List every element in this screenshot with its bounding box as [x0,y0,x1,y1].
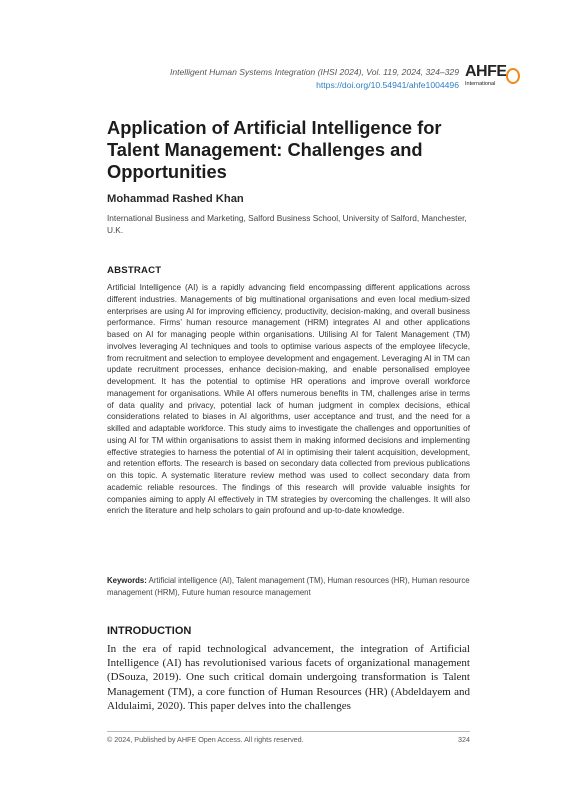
keywords-label: Keywords: [107,576,147,585]
author-affiliation: International Business and Marketing, Salford Business School, University of Salford, Manchester, U.K. [107,213,467,235]
logo-subtext: International [465,81,496,87]
abstract-text: Artificial Intelligence (AI) is a rapidly advancing field encompassing different applications across different industries. Managements of big multinational organisations and even local medium-sized enterprises are using AI for improving efficiency, productivity, decision-making, and overall business performance. Firms’ human resource management (HRM) integrates AI and other applications based on AI for managing people within organisations. Utilising AI for Talent Management (TM) involves leveraging AI techniques and tools to optimise various aspects of the employee lifecycle, from recruitment and selection to employee development and engagement. Leveraging AI in TM can update recruitment processes, enhance decision-making, and enable personalised employee development. It has the potential to optimise HR operations and improve overall workforce management for organisations. While AI offers numerous benefits in TM, challenges arise in terms of data quality and privacy, potential lack of human judgment in complex decisions, ethical considerations related to biases in AI algorithms, user acceptance and trust, and the need for a skilled and adaptable workforce. This study aims to investigate the challenges and opportunities of using AI for TM within organisations to assist them in making informed decisions and implementing effective strategies to harness the potential of AI in optimising their talent acquisition, development, and retention efforts. The research is based on secondary data collected from previous publications on this topic. A systematic literature review method was used to collect secondary data from academic reliable resources. The findings of this research will provide valuable insights for companies aiming to apply AI effectively in TM strategies by overcoming the challenges. It will also enrich the literature and help scholars to gain profound and up-to-date knowledge. [107,283,470,516]
copyright-notice: © 2024, Published by AHFE Open Access. All rights reserved. [107,735,304,744]
abstract-heading: ABSTRACT [107,265,162,276]
introduction-text: In the era of rapid technological advancement, the integration of Artificial Intelligence (AI) has revolutionised various facets of organizational management (DSouza, 2019). One such critical domain undergoing transformation is Talent Management (TM), a core function of Human Resources (HR) (Abdeldayem and Aldulaimi, 2020). This paper delves into the challenges [107,643,470,712]
keywords-text: Artificial intelligence (AI), Talent management (TM), Human resources (HR), Human resource management (HRM), Future human resource management [107,576,470,597]
author-name: Mohammad Rashed Khan [107,193,244,205]
ahfe-logo [465,63,535,93]
article-title: Application of Artificial Intelligence for Talent Management: Challenges and Opportunities [107,117,442,182]
footer-divider [107,731,470,732]
keywords-block [107,575,470,598]
logo-ring-icon [506,68,520,84]
logo-text: AHFE [465,63,507,80]
doi-link[interactable]: https://doi.org/10.54941/ahfe1004496 [316,80,459,90]
page-number: 324 [458,735,470,744]
introduction-heading: INTRODUCTION [107,625,192,637]
page-footer [107,735,470,744]
journal-citation: Intelligent Human Systems Integration (IHSI 2024), Vol. 119, 2024, 324–329 [169,67,459,77]
